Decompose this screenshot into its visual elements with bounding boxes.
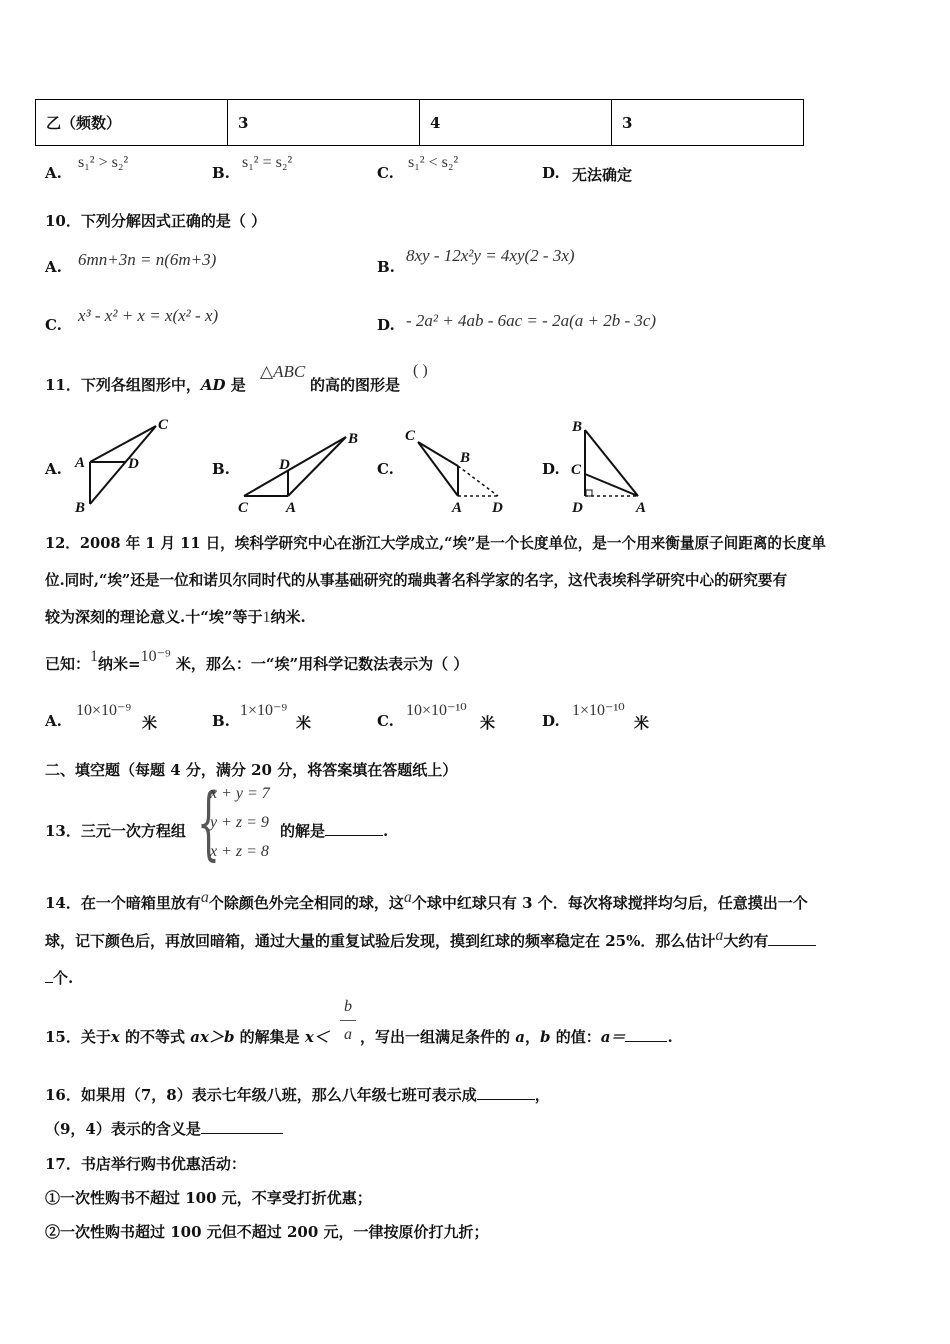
q14-var-a-1: a <box>200 889 209 906</box>
q12-line-1: 12．2008 年 1 月 11 日，埃科学研究中心在浙江大学成立,“埃”是一个长度单位，是一个用来衡量原子间距离的长度单 <box>45 535 826 552</box>
q10-option-c-label: C. <box>45 316 62 334</box>
q11-figure-b <box>230 425 365 517</box>
q12-option-d-unit: 米 <box>634 714 650 732</box>
q12-line-3 <box>45 606 306 627</box>
q15-mid4: 的值： <box>550 1028 601 1046</box>
fig-c-label-c: C <box>405 428 416 444</box>
q15-mid2: 的解集是 <box>234 1028 305 1046</box>
q14-answer-blank-cont[interactable] <box>45 970 53 983</box>
q12-option-a-unit: 米 <box>142 714 158 732</box>
frequency-table <box>35 99 804 146</box>
q12-known-mid: 纳米= <box>98 655 141 673</box>
q14-var-a-3: a <box>715 927 724 944</box>
q9-option-c-expr: s₁² < s₂² <box>408 154 459 171</box>
q15-frac-num: b <box>344 998 352 1015</box>
q14-line-2 <box>45 927 816 951</box>
q15-comma: ， <box>524 1028 540 1046</box>
q14-var-a-2: a <box>403 889 412 906</box>
q9-option-b-label: B. <box>212 164 230 182</box>
q12-option-d-label: D. <box>542 712 560 730</box>
q15-frac-den: a <box>344 1026 352 1043</box>
q12-line-3-post: 纳米. <box>270 608 306 626</box>
fig-b-label-a: A <box>286 500 297 516</box>
q17-stem: 17．书店举行购书优惠活动： <box>45 1155 246 1173</box>
q12-known-post: 米，那么：一“埃”用科学记数法表示为（ ） <box>170 655 469 673</box>
q12-option-b-expr: 1×10⁻⁹ <box>240 702 288 719</box>
q14-l3: 个. <box>53 969 74 987</box>
q12-known-pre: 已知： <box>45 655 91 673</box>
q11-triangle: △ABC <box>260 362 306 381</box>
q15-line-2 <box>360 1026 673 1047</box>
q15-b: b <box>539 1028 551 1046</box>
q16-line-1 <box>45 1084 550 1105</box>
q12-line-3-num: 1 <box>262 609 271 626</box>
q15-mid1: 的不等式 <box>119 1028 191 1046</box>
q11-stem <box>45 374 246 395</box>
fig-d-label-d: D <box>572 500 583 516</box>
q10-option-a-label: A. <box>45 258 62 276</box>
q14-answer-blank[interactable] <box>768 933 816 946</box>
q12-option-b-unit: 米 <box>296 714 312 732</box>
fig-b-label-d: D <box>279 457 290 473</box>
fig-d-label-c: C <box>571 462 582 478</box>
table-cell: 乙（频数） <box>36 100 228 146</box>
q10-option-b-label: B. <box>377 258 395 276</box>
q12-option-c-expr: 10×10⁻¹⁰ <box>406 702 467 719</box>
q11-figure-d <box>568 414 658 518</box>
q11-option-c-label: C. <box>377 460 394 478</box>
table-row <box>36 100 804 146</box>
table-cell: 3 <box>228 100 420 146</box>
q16-l2: （9，4）表示的含义是 <box>45 1120 201 1138</box>
q15-mid3: ，写出一组满足条件的 <box>360 1028 516 1046</box>
fig-b-label-c: C <box>238 500 249 516</box>
q13-eq-3: x + z = 8 <box>210 843 269 860</box>
q10-option-c-expr: x³ - x² + x = x(x² - x) <box>78 306 219 325</box>
q16-l1-end: ， <box>534 1086 550 1104</box>
q15-answer-blank[interactable] <box>625 1029 667 1042</box>
q13-stem-post <box>280 820 388 841</box>
q15-aeq: a＝ <box>600 1028 626 1046</box>
q16-l1: 16．如果用（7，8）表示七年级八班，那么八年级七班可表示成 <box>45 1086 477 1104</box>
q12-option-a-expr: 10×10⁻⁹ <box>76 702 132 719</box>
q11-paren: ( ) <box>413 362 428 379</box>
q11-ad: AD <box>200 376 226 394</box>
q14-l1-pre: 14．在一个暗箱里放有 <box>45 894 201 912</box>
q12-known <box>45 648 469 674</box>
q11-stem-post: 的高的图形是 <box>310 376 401 394</box>
q13-stem-pre: 13．三元一次方程组 <box>45 822 186 840</box>
q15-ineq: ax＞b <box>190 1028 235 1046</box>
fig-c-label-b: B <box>460 450 471 466</box>
q15-pre: 15．关于 <box>45 1028 111 1046</box>
q15-end: . <box>667 1028 673 1046</box>
q13-eq-1: x + y = 7 <box>210 785 270 802</box>
q13-brace: { <box>197 776 220 869</box>
fig-d-label-b: B <box>572 419 583 435</box>
q12-known-pow: 10⁻⁹ <box>140 648 171 665</box>
q15-xlt: x＜ <box>304 1028 329 1046</box>
q10-option-b-expr: 8xy - 12x²y = 4xy(2 - 3x) <box>406 246 575 265</box>
q11-option-d-label: D. <box>542 460 560 478</box>
q17-item-1: ①一次性购书不超过 100 元，不享受打折优惠； <box>45 1189 372 1207</box>
q14-l2-pre: 球，记下颜色后，再放回暗箱，通过大量的重复试验后发现，摸到红球的频率稳定在 25%．那么估计 <box>45 932 716 950</box>
q15-frac-bar <box>340 1020 356 1021</box>
q11-figure-c <box>400 420 510 516</box>
q16-line-2 <box>45 1118 283 1139</box>
q12-option-d-expr: 1×10⁻¹⁰ <box>572 702 625 719</box>
q12-option-b-label: B. <box>212 712 230 730</box>
q17-item-2: ②一次性购书超过 100 元但不超过 200 元，一律按原价打九折； <box>45 1223 489 1241</box>
q14-line-3 <box>45 967 73 988</box>
q15-line <box>45 1026 329 1047</box>
q10-option-d-label: D. <box>377 316 395 334</box>
fig-b-label-b: B <box>348 431 359 447</box>
q13-eq-2: y + z = 9 <box>210 814 269 831</box>
fig-a-label-a: A <box>75 455 86 471</box>
fig-c-label-d: D <box>492 500 503 516</box>
q11-stem-mid: 是 <box>225 376 246 394</box>
q10-option-d-expr: - 2a² + 4ab - 6ac = - 2a(a + 2b - 3c) <box>406 311 657 330</box>
q13-end: . <box>383 822 389 840</box>
q13-stem-post-text: 的解是 <box>280 822 326 840</box>
q12-option-c-label: C. <box>377 712 394 730</box>
fig-a-label-c: C <box>158 417 169 433</box>
q13-answer-blank[interactable] <box>325 823 383 836</box>
q14-line-1 <box>45 889 808 913</box>
fig-d-label-a: A <box>636 500 647 516</box>
fig-a-label-d: D <box>128 456 139 472</box>
q11-option-b-label: B. <box>212 460 230 478</box>
q10-option-a-expr: 6mn+3n = n(6m+3) <box>78 250 217 269</box>
table-cell: 4 <box>420 100 612 146</box>
q11-stem-pre: 11．下列各组图形中， <box>45 376 201 394</box>
q9-option-b-expr: s₁² = s₂² <box>242 154 293 171</box>
fig-c-label-a: A <box>452 500 463 516</box>
fig-a-label-b: B <box>75 500 86 516</box>
q10-stem: 10．下列分解因式正确的是（ ） <box>45 212 267 230</box>
q15-a: a <box>515 1028 525 1046</box>
q11-option-a-label: A. <box>45 460 62 478</box>
q14-l1-mid: 个除颜色外完全相同的球，这 <box>208 894 404 912</box>
q12-line-3-pre: 较为深刻的理论意义.十“埃”等于 <box>45 608 263 626</box>
q12-option-a-label: A. <box>45 712 62 730</box>
q16-answer-blank-1[interactable] <box>477 1087 535 1100</box>
q9-option-d-text: 无法确定 <box>572 166 633 184</box>
q16-answer-blank-2[interactable] <box>201 1121 283 1134</box>
q9-option-d-label: D. <box>542 164 560 182</box>
q9-option-a-label: A. <box>45 164 62 182</box>
q14-l2-post: 大约有 <box>723 932 769 950</box>
section-2-heading: 二、填空题（每题 4 分，满分 20 分，将答案填在答题纸上） <box>45 761 458 779</box>
q12-line-2: 位.同时,“埃”还是一位和诺贝尔同时代的从事基础研究的瑞典著名科学家的名字，这代表埃科学研究中心的研究要有 <box>45 572 788 589</box>
q12-option-c-unit: 米 <box>480 714 496 732</box>
q9-option-c-label: C. <box>377 164 394 182</box>
q14-l1-post: 个球中红球只有 3 个．每次将球搅拌均匀后，任意摸出一个 <box>411 894 808 912</box>
table-cell: 3 <box>612 100 804 146</box>
q12-known-one: 1 <box>90 648 99 665</box>
q11-figure-a <box>70 412 180 516</box>
q15-x: x <box>110 1028 120 1046</box>
q9-option-a-expr: s₁² > s₂² <box>78 154 129 171</box>
